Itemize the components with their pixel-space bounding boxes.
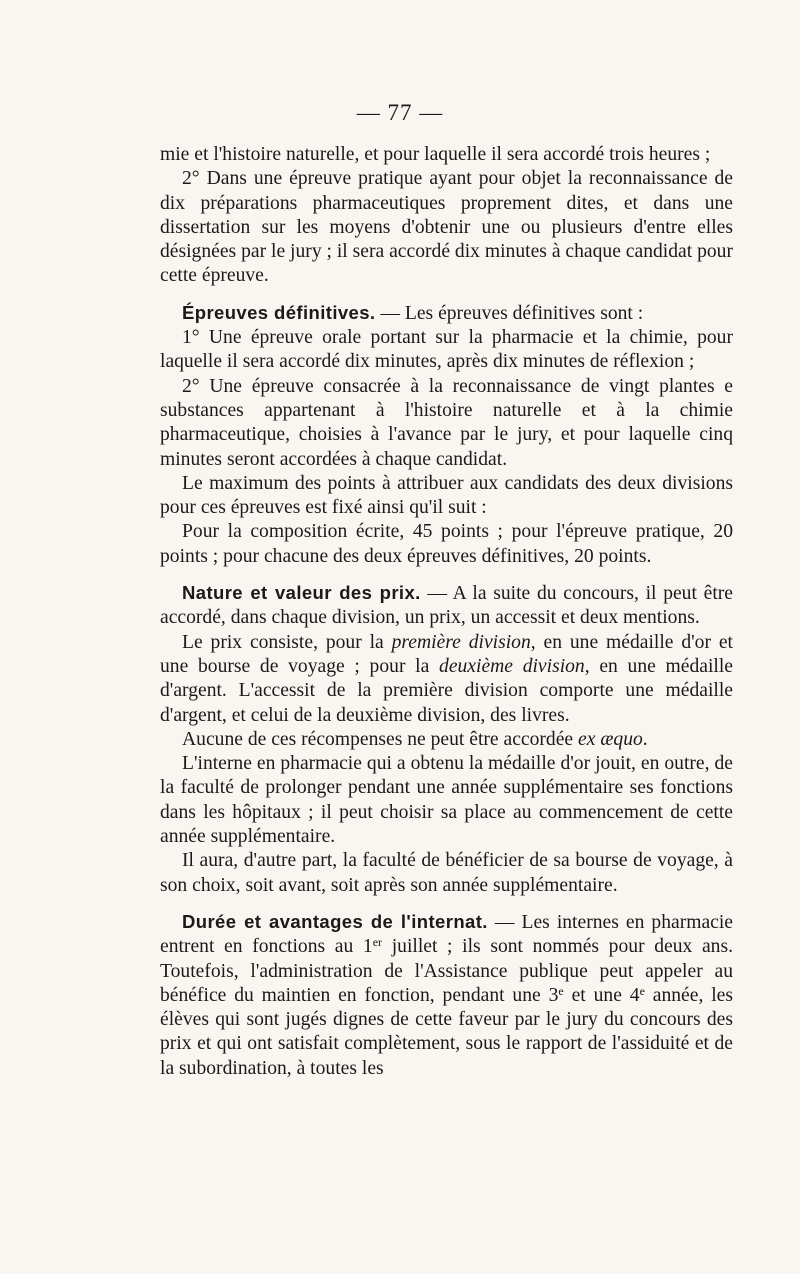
text-run: , en une médaille d'argent. L'accessit de la première division comporte une médaille d'argent, et celui de la deuxième division, des livres. [160, 655, 733, 726]
paragraph: mie et l'histoire naturelle, et pour laquelle il sera accordé trois heures ; [160, 144, 711, 165]
section-epreuves-definitives [160, 301, 733, 326]
text-run: Le prix consiste, pour la [182, 631, 392, 653]
section-heading: Épreuves définitives. [182, 301, 376, 323]
italic-text: première division [391, 631, 531, 653]
section-text: — Les épreuves définitives sont : [375, 302, 644, 324]
italic-text: ex æquo [578, 728, 643, 750]
paragraph [160, 728, 733, 752]
paragraph: 2° Dans une épreuve pratique ayant pour objet la reconnaissance de dix préparations pharmaceutiques proprement dites, et dans une dissertation sur les moyens d'obtenir une ou plusieurs d'entre elles désignées par le jury ; il sera accordé dix minutes à chaque candidat pour cette épreuve. [160, 168, 733, 287]
text-run: . [642, 728, 648, 750]
paragraph [160, 631, 733, 728]
text-run: et une 4 [563, 984, 640, 1006]
section-heading: Durée et avantages de l'internat. [182, 910, 488, 932]
section-duree-avantages [160, 910, 733, 1081]
paragraph: 1° Une épreuve orale portant sur la pharmacie et la chimie, pour laquelle il sera accordé dix minutes, après dix minutes de réflexion ; [160, 327, 733, 373]
body-text [160, 143, 733, 1081]
italic-text: deuxième division [439, 655, 585, 677]
paragraph: Le maximum des points à attribuer aux candidats des deux divisions pour ces épreuves est fixé ainsi qu'il suit : [160, 472, 733, 519]
paragraph: L'interne en pharmacie qui a obtenu la médaille d'or jouit, en outre, de la faculté de prolonger pendant une année supplémentaire ses fonctions dans les hôpitaux ; il peut choisir sa place au commencement de cette année supplémentaire. [160, 753, 733, 848]
superscript: e [558, 983, 564, 998]
paragraph: Pour la composition écrite, 45 points ; pour l'épreuve pratique, 20 points ; pour chacune des deux épreuves définitives, 20 points. [160, 521, 733, 567]
superscript: er [372, 935, 383, 950]
section-heading: Nature et valeur des prix. [182, 582, 421, 604]
page-number: — 77 — [356, 100, 444, 125]
text-run: juillet ; ils sont nommés pour deux ans. Toutefois, l'administration de l'Assistance publique peut appeler au bénéfice du maintien en fonction, pendant une 3 [160, 936, 734, 1006]
section-nature-valeur-prix [160, 581, 733, 631]
section-text: — A la suite du concours, il peut être accordé, dans chaque division, un prix, un accessit et deux mentions. [160, 583, 733, 629]
paragraph: Il aura, d'autre part, la faculté de bénéficier de sa bourse de voyage, à son choix, soit avant, soit après son année supplémentaire. [160, 850, 733, 896]
superscript: e [639, 983, 645, 998]
text-run: — Les internes en pharmacie entrent en fonctions au 1 [160, 911, 733, 958]
text-run: Aucune de ces récompenses ne peut être accordée [182, 728, 579, 750]
text-run: , en une médaille d'or et une bourse de voyage ; pour la [160, 631, 733, 677]
text-run: année, les élèves qui sont jugés dignes de cette faveur par le jury du concours des prix et qui ont satisfait complètement, sous le rapport de l'assiduité et de la subordination, à toutes les [160, 984, 733, 1079]
paragraph: 2° Une épreuve consacrée à la reconnaissance de vingt plantes e substances appartenant à l'histoire naturelle et à la chimie pharmaceutique, choisies à l'avance par le jury, et pour laquelle cinq minutes seront accordées à chaque candidat. [160, 375, 733, 470]
